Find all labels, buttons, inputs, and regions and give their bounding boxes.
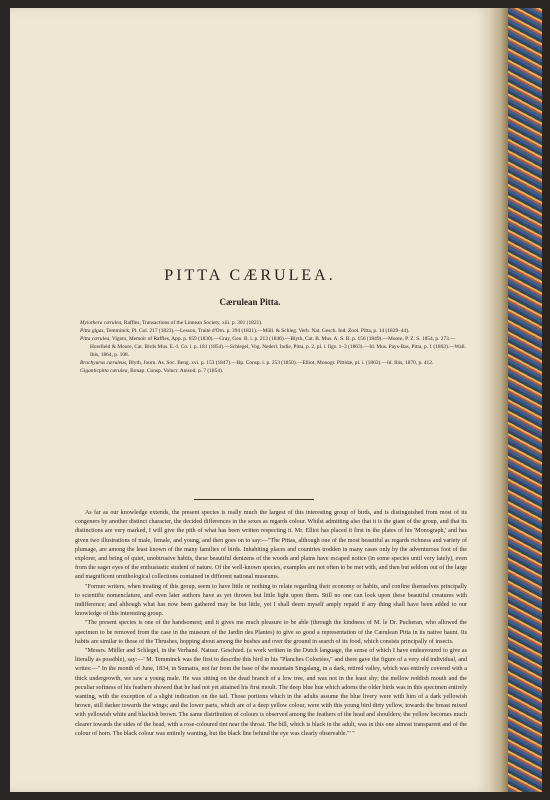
synonym-reference: Vigors, Memoir of Raffles, App. p. 659 (1830).—Gray, Gen. B. i. p. 213 (1846).—Blyth, Cat. B. Mus. A. S. B. p. 156 (1849).—Moore, P. Z. S. 1854, p. 273.—Horsfield & Moore, Cat. Birds Mus. E.-I. Co. i. p. 181 (1854).—Schlegel, Vog. Nederl. Indie, Pitta, p. 2, pl. i. figs. 1–3 (1863).—Id. Mus. Pays-Bas, Pitta, p. 1 (1863).—Wall. Ibis, 1864, p. 108. bbox=[90, 336, 466, 358]
book-page bbox=[10, 8, 490, 792]
synonym-name: Brachyurus cæruleus, bbox=[80, 360, 128, 366]
synonymy-list bbox=[80, 319, 470, 375]
synonym-reference: Bonap. Consp. Volucr. Anisod. p. 7 (1854). bbox=[130, 368, 224, 374]
paragraph: "Former writers, when treating of this group, seem to have little or nothing to relate regarding their economy or habits, and confine themselves principally to scientific nomenclature, and even later authors have as yet thrown but little light upon them. Still no one can look upon these beautiful creatures with indifference; and although what has now been gathered may be but little, yet I shall deem myself amply repaid if any thing shall have been added to our knowledge of this interesting group. bbox=[75, 583, 467, 618]
synonym-reference: Raffles, Transactions of the Linnean Society, xiii. p. 301 (1821). bbox=[123, 320, 263, 326]
page-title: PITTA CÆRULEA. bbox=[164, 267, 336, 284]
marbled-endpaper bbox=[508, 8, 542, 792]
paragraph: "Messrs. Müller and Schlegel, in the Verhand. Natuur. Geschied. (a work written in the Dutch language, the sense of which I have endeavoured to give as literally as possible), say:—' M. Temminck was the first to describe this bird in his "Planches Coloriées," and there gave the figure of a very old individual, and writes:—" In the month of June, 1834, in Sumatra, not far from the base of the mountain Singalang, in a dark, retired valley, which was entirely covered with a thick undergrowth, we saw a young male. He was sitting on the dead branch of a low tree, and was not in the least shy; the mellow reddish mouth and the peculiar softness of his feathers showed that he had not yet attained his first moult. The deep blue hue which adorns the older birds was in this specimen entirely wanting, with the exception of a slight indication on the tail. Those portions which in the adults assume the blue livery were with him of a dark yellowish brown, still darker towards the wings; and the lower parts, which are of a deep yellow colour, were with this young bird dirty yellow, towards the breast mixed with yellowish white and blackish brown. The same distribution of colours is observed among the feathers of the head and shoulders; the yellow becomes much clearer towards the sides of the head, with a rose-coloured tint near the throat. The bill, which is black in the adult, was in this one almost transparent and of the colour of horn. The black colour was entirely wanting, but the black line behind the eye was clearly observable."' " bbox=[75, 648, 467, 737]
synonym-reference: Blyth, Journ. As. Soc. Beng. xvi. p. 153 (1847).—Bp. Consp. i. p. 253 (1850).—Elliot, Monogr. Pittidæ, pl. i. (1863).—Id. Ibis, 1870, p. 412. bbox=[128, 360, 434, 366]
synonym-name: Myiothera cærulea, bbox=[80, 320, 123, 326]
synonym-reference: Temminck, Pl. Col. 217 (1823).—Lesson, Traité d'Orn. p. 394 (1831).—Müll. & Schleg. Verh. Nat. Gesch. Ind. Zool. Pitta, p. 14 (1839–44). bbox=[106, 328, 410, 334]
synonym-entry bbox=[80, 367, 470, 375]
synonym-name: Pitta cærulea, bbox=[80, 336, 111, 342]
synonym-entry bbox=[80, 327, 470, 335]
synonym-entry bbox=[80, 335, 470, 359]
synonym-entry bbox=[80, 359, 470, 367]
body-text bbox=[75, 509, 467, 739]
synonym-name: Pitta gigas, bbox=[80, 328, 105, 334]
page-gutter bbox=[490, 8, 508, 792]
paragraph: "The present species is one of the handsomest; and it gives me much pleasure to be able (through the kindness of M. le Dr. Pucheran, who allowed the specimen to be removed from the case in the museum of the Jardin des Plantes) to give so good a representation of the Cærulean Pitta in its native haunt. Its habits are similar to those of the Thrushes, hopping about among the bushes and over the ground in search of its food, which consists principally of insects. bbox=[75, 620, 467, 645]
page-subtitle: Cærulean Pitta. bbox=[219, 297, 281, 307]
book-edge bbox=[542, 8, 550, 792]
paragraph: As far as our knowledge extends, the present species is really much the largest of this interesting group of birds, and is distinguished from most of its congeners by another distinct character, the decided differences in the sexes as regards colour. Whilst admitting also that it is the giant of the group, and that its distinctions are very marked, I will give the pith of what has been written respecting it. Mr. Elliot has placed it first in the plates of his 'Monograph,' and has given two illustrations of male, female, and young, and then goes on to say:—"The Pittas, although one of the most beautiful as regards richness and variety of plumage, are among the least known of the many families of birds. Inhabiting places and countries trodden in many cases only by the adventurous foot of the explorer, and being of quiet, unobtrusive habits, these beautiful denizens of the woods and plains have escaped notice (in some species until very lately), even from the eager eyes of the enthusiastic student of nature. Of the well-known species, examples are not often to be met with, and then but seldom out of the large and magnificent ornithological collections contained in different national museums. bbox=[75, 510, 467, 581]
synonym-name: Giganticpitta cærulea, bbox=[80, 368, 129, 374]
section-divider bbox=[194, 499, 314, 500]
synonym-entry bbox=[80, 319, 470, 327]
